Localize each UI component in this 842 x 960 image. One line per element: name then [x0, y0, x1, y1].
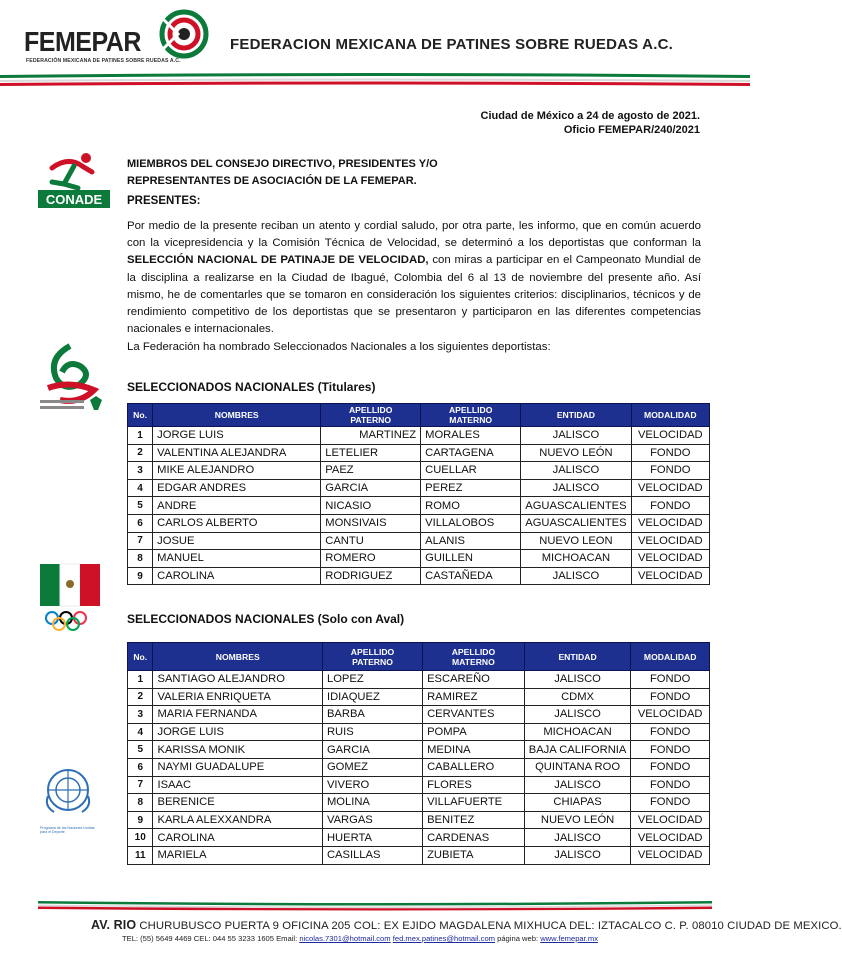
table-row	[128, 829, 710, 847]
cell-modalidad: VELOCIDAD	[631, 829, 710, 847]
footer-tricolor-stripes	[38, 900, 712, 910]
cell-materno: RAMIREZ	[423, 688, 525, 706]
table-row	[128, 427, 710, 445]
cell-no: 7	[128, 532, 153, 550]
cell-entidad: JALISCO	[524, 846, 631, 864]
header-no: No.	[128, 404, 153, 427]
cell-paterno: MONSIVAIS	[321, 514, 421, 532]
cell-materno: BENITEZ	[423, 811, 525, 829]
cell-no: 9	[128, 811, 153, 829]
header-paterno: APELLIDO PATERNO	[322, 643, 422, 671]
cell-materno: MORALES	[421, 427, 521, 445]
cell-entidad: JALISCO	[524, 706, 631, 724]
cell-modalidad: FONDO	[631, 794, 710, 812]
cell-paterno: LOPEZ	[322, 671, 422, 689]
cell-modalidad: VELOCIDAD	[631, 811, 710, 829]
table-header-row	[128, 404, 710, 427]
cell-paterno: GOMEZ	[322, 758, 422, 776]
cell-paterno: IDIAQUEZ	[322, 688, 422, 706]
cell-materno: CASTAÑEDA	[421, 567, 521, 585]
titulares-table	[127, 403, 710, 585]
cell-paterno: GARCIA	[321, 479, 421, 497]
table-row	[128, 776, 710, 794]
cell-no: 5	[128, 741, 153, 759]
table-row	[128, 846, 710, 864]
footer-web-label: página web:	[495, 934, 541, 943]
cell-materno: POMPA	[423, 723, 525, 741]
cell-no: 4	[128, 723, 153, 741]
cell-paterno: ROMERO	[321, 550, 421, 568]
cell-nombres: VALENTINA ALEJANDRA	[153, 444, 321, 462]
cell-modalidad: FONDO	[631, 497, 709, 515]
un-sport-logo	[40, 766, 106, 832]
cell-modalidad: FONDO	[631, 444, 709, 462]
header-materno: APELLIDO MATERNO	[423, 643, 525, 671]
cell-no: 7	[128, 776, 153, 794]
table-header-row	[128, 643, 710, 671]
cell-entidad: JALISCO	[521, 567, 631, 585]
header-modalidad: MODALIDAD	[631, 643, 710, 671]
aval-table	[127, 642, 710, 865]
femepar-emblem-icon	[148, 8, 212, 60]
cell-modalidad: FONDO	[631, 723, 710, 741]
recipients-line-1: MIEMBROS DEL CONSEJO DIRECTIVO, PRESIDENTES Y/O	[127, 158, 438, 170]
cell-nombres: MANUEL	[153, 550, 321, 568]
cell-modalidad: VELOCIDAD	[631, 479, 709, 497]
cell-nombres: ANDRE	[153, 497, 321, 515]
table-row	[128, 479, 710, 497]
header-nombres: NOMBRES	[153, 643, 322, 671]
cell-nombres: JORGE LUIS	[153, 427, 321, 445]
page-title: FEDERACION MEXICANA DE PATINES SOBRE RUEDAS A.C.	[230, 36, 673, 53]
cell-entidad: CHIAPAS	[524, 794, 631, 812]
cell-nombres: SANTIAGO ALEJANDRO	[153, 671, 322, 689]
cell-materno: PEREZ	[421, 479, 521, 497]
cell-entidad: NUEVO LEÓN	[524, 811, 631, 829]
cell-materno: ROMO	[421, 497, 521, 515]
letter-oficio: Oficio FEMEPAR/240/2021	[563, 124, 700, 136]
cell-entidad: MICHOACAN	[524, 723, 631, 741]
mexico-olympic-logo	[40, 562, 104, 634]
table-row	[128, 706, 710, 724]
body-text-part-1: Por medio de la presente reciban un atento y cordial saludo, por otra parte, les informo, que en común acuerdo con la vicepresidencia y la Comisión Técnica de Velocidad, se determinó a los deportistas que conforman la	[127, 220, 701, 250]
body-paragraph	[127, 218, 701, 338]
cell-no: 4	[128, 479, 153, 497]
cell-nombres: MIKE ALEJANDRO	[153, 462, 321, 480]
cell-materno: GUILLEN	[421, 550, 521, 568]
table-row	[128, 532, 710, 550]
cell-nombres: KARLA ALEXXANDRA	[153, 811, 322, 829]
table-row	[128, 462, 710, 480]
cell-entidad: JALISCO	[521, 479, 631, 497]
cell-materno: ALANIS	[421, 532, 521, 550]
cell-modalidad: VELOCIDAD	[631, 514, 709, 532]
cell-paterno: NICASIO	[321, 497, 421, 515]
table-row	[128, 671, 710, 689]
cell-nombres: MARIA FERNANDA	[153, 706, 322, 724]
cell-no: 11	[128, 846, 153, 864]
cell-paterno: PAEZ	[321, 462, 421, 480]
footer-website-link[interactable]: www.femepar.mx	[540, 934, 599, 943]
cell-entidad: QUINTANA ROO	[524, 758, 631, 776]
body-text-part-2: con miras a participar en el Campeonato Mundial de la disciplina a realizarse en la Ciudad de Ibagué, Colombia del 6 al 13 de noviembre del presente año. Así mismo, he de comentarles que se tomaron en consideración los siguientes criterios: disciplinarios, técnicos y de rendimiento competitivo de los deportistas que se presentaron y participaron en las diferentes competencias nacionales e internacionales.	[127, 254, 701, 336]
cell-no: 2	[128, 444, 153, 462]
table-row	[128, 567, 710, 585]
cell-nombres: CAROLINA	[153, 567, 321, 585]
cell-no: 8	[128, 794, 153, 812]
cell-entidad: AGUASCALIENTES	[521, 514, 631, 532]
un-caption: Programa de las Naciones Unidas para el Deporte	[40, 826, 95, 834]
cell-entidad: JALISCO	[524, 829, 631, 847]
recipients	[127, 156, 447, 190]
cell-paterno: RUIS	[322, 723, 422, 741]
recipients-line-2: REPRESENTANTES DE ASOCIACIÓN DE LA FEMEPAR.	[127, 175, 417, 187]
cell-entidad: JALISCO	[521, 462, 631, 480]
cell-materno: CABALLERO	[423, 758, 525, 776]
cell-paterno: CASILLAS	[322, 846, 422, 864]
cell-nombres: KARISSA MONIK	[153, 741, 322, 759]
femepar-logo	[20, 6, 210, 66]
cell-materno: CARTAGENA	[421, 444, 521, 462]
header-nombres: NOMBRES	[153, 404, 321, 427]
cell-no: 2	[128, 688, 153, 706]
footer-phone: TEL: (55) 5649 4469 CEL: 044 55 3233 1605 Email:	[122, 934, 300, 943]
cell-materno: FLORES	[423, 776, 525, 794]
cell-modalidad: VELOCIDAD	[631, 567, 709, 585]
cell-entidad: JALISCO	[521, 427, 631, 445]
logo-wordmark: FEMEPAR	[24, 26, 141, 58]
cell-nombres: JORGE LUIS	[153, 723, 322, 741]
cell-nombres: JOSUE	[153, 532, 321, 550]
cell-paterno: VARGAS	[322, 811, 422, 829]
cell-nombres: EDGAR ANDRES	[153, 479, 321, 497]
header-tricolor-stripes	[0, 73, 750, 87]
cell-modalidad: FONDO	[631, 758, 710, 776]
cell-modalidad: FONDO	[631, 462, 709, 480]
cell-paterno: MARTINEZ	[321, 427, 421, 445]
conade-label: CONADE	[45, 192, 103, 207]
cell-modalidad: VELOCIDAD	[631, 427, 709, 445]
cell-no: 8	[128, 550, 153, 568]
cell-no: 6	[128, 758, 153, 776]
cell-nombres: MARIELA	[153, 846, 322, 864]
header-modalidad: MODALIDAD	[631, 404, 709, 427]
cell-materno: CERVANTES	[423, 706, 525, 724]
cell-entidad: NUEVO LEÓN	[521, 444, 631, 462]
cell-no: 9	[128, 567, 153, 585]
table-row	[128, 723, 710, 741]
cell-nombres: CAROLINA	[153, 829, 322, 847]
cell-nombres: ISAAC	[153, 776, 322, 794]
cell-no: 6	[128, 514, 153, 532]
cell-modalidad: VELOCIDAD	[631, 706, 710, 724]
cell-modalidad: VELOCIDAD	[631, 532, 709, 550]
footer-email-1[interactable]: nicolas.7301@hotmail.com	[299, 934, 391, 943]
cell-paterno: BARBA	[322, 706, 422, 724]
cell-paterno: GARCIA	[322, 741, 422, 759]
table-row	[128, 688, 710, 706]
cell-materno: ESCAREÑO	[423, 671, 525, 689]
cell-no: 1	[128, 427, 153, 445]
footer-address-lead: AV. RIO	[91, 918, 137, 932]
header-materno: APELLIDO MATERNO	[421, 404, 521, 427]
cell-nombres: BERENICE	[153, 794, 322, 812]
letter-date: Ciudad de México a 24 de agosto de 2021.	[480, 110, 700, 122]
conade-logo	[38, 150, 110, 210]
cell-entidad: AGUASCALIENTES	[521, 497, 631, 515]
cell-modalidad: FONDO	[631, 671, 710, 689]
cell-nombres: VALERIA ENRIQUETA	[153, 688, 322, 706]
cell-modalidad: VELOCIDAD	[631, 550, 709, 568]
cell-entidad: BAJA CALIFORNIA	[524, 741, 631, 759]
table-row	[128, 444, 710, 462]
cell-paterno: LETELIER	[321, 444, 421, 462]
cell-modalidad: FONDO	[631, 776, 710, 794]
logo-subtext: FEDERACIÓN MEXICANA DE PATINES SOBRE RUEDAS A.C.	[26, 58, 181, 64]
table-row	[128, 794, 710, 812]
cell-no: 1	[128, 671, 153, 689]
cell-paterno: VIVERO	[322, 776, 422, 794]
titulares-title: SELECCIONADOS NACIONALES (Titulares)	[127, 380, 376, 394]
cell-entidad: JALISCO	[524, 776, 631, 794]
table-row	[128, 758, 710, 776]
nominated-sentence: La Federación ha nombrado Seleccionados Nacionales a los siguientes deportistas:	[127, 341, 551, 353]
cell-modalidad: VELOCIDAD	[631, 846, 710, 864]
cell-materno: MEDINA	[423, 741, 525, 759]
cell-entidad: CDMX	[524, 688, 631, 706]
table-row	[128, 811, 710, 829]
header-paterno: APELLIDO PATERNO	[321, 404, 421, 427]
table-row	[128, 514, 710, 532]
cell-modalidad: FONDO	[631, 688, 710, 706]
cell-materno: CARDENAS	[423, 829, 525, 847]
cell-materno: VILLALOBOS	[421, 514, 521, 532]
cell-paterno: RODRIGUEZ	[321, 567, 421, 585]
cell-entidad: NUEVO LEON	[521, 532, 631, 550]
footer-email-2[interactable]: fed.mex.patines@hotmail.com	[392, 934, 495, 943]
header-no: No.	[128, 643, 153, 671]
cell-no: 10	[128, 829, 153, 847]
footer-address	[91, 918, 842, 932]
cell-no: 3	[128, 706, 153, 724]
table-row	[128, 741, 710, 759]
cell-materno: CUELLAR	[421, 462, 521, 480]
cell-materno: VILLAFUERTE	[423, 794, 525, 812]
header-entidad: ENTIDAD	[524, 643, 631, 671]
cell-nombres: NAYMI GUADALUPE	[153, 758, 322, 776]
cell-modalidad: FONDO	[631, 741, 710, 759]
cell-entidad: MICHOACAN	[521, 550, 631, 568]
table-row	[128, 550, 710, 568]
cell-nombres: CARLOS ALBERTO	[153, 514, 321, 532]
cell-materno: ZUBIETA	[423, 846, 525, 864]
body-text-bold: SELECCIÓN NACIONAL DE PATINAJE DE VELOCIDAD,	[127, 254, 429, 267]
cell-no: 3	[128, 462, 153, 480]
footer-contact	[122, 934, 598, 943]
cell-no: 5	[128, 497, 153, 515]
footer-address-rest: CHURUBUSCO PUERTA 9 OFICINA 205 COL: EX EJIDO MAGDALENA MIXHUCA DEL: IZTACALCO C. P. 08010 CIUDAD DE MEXICO.	[136, 920, 842, 932]
cell-paterno: CANTU	[321, 532, 421, 550]
cell-entidad: JALISCO	[524, 671, 631, 689]
cell-paterno: HUERTA	[322, 829, 422, 847]
table-row	[128, 497, 710, 515]
greeting: PRESENTES:	[127, 195, 201, 207]
cell-paterno: MOLINA	[322, 794, 422, 812]
header-entidad: ENTIDAD	[521, 404, 631, 427]
deporte-mexicano-logo	[40, 344, 104, 416]
aval-title: SELECCIONADOS NACIONALES (Solo con Aval)	[127, 612, 405, 626]
